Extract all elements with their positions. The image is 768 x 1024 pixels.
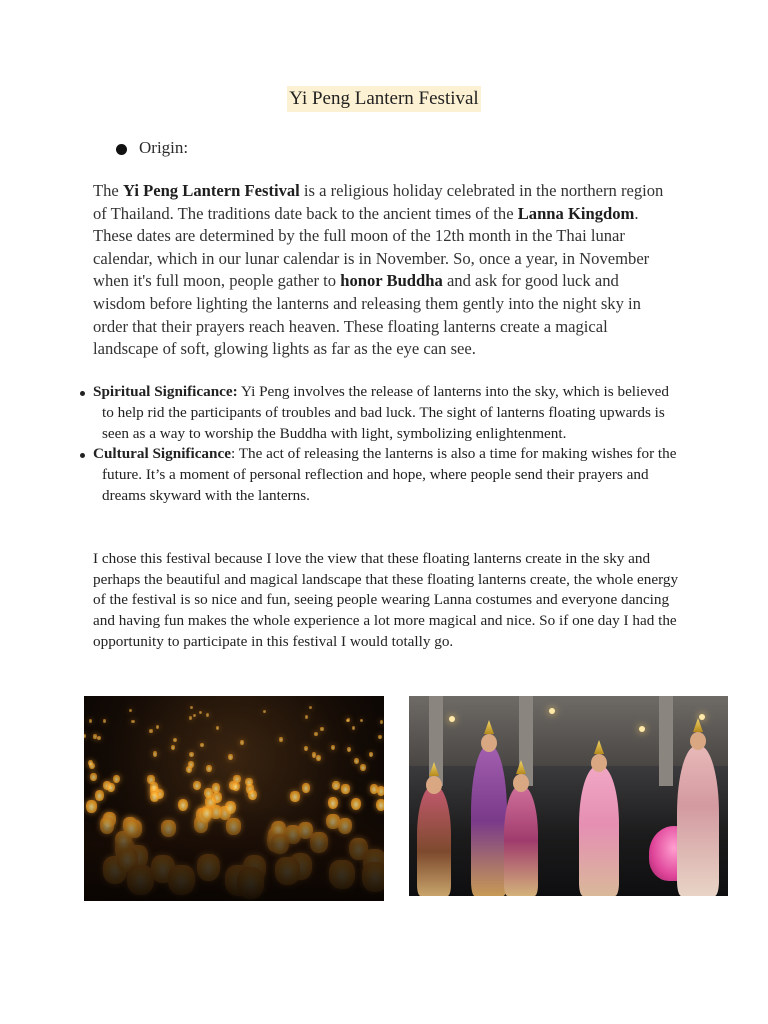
cultural-significance-label: Cultural Significance	[93, 445, 231, 463]
dancer-head	[513, 774, 529, 792]
lantern-glow	[245, 778, 253, 787]
lantern-glow	[171, 745, 175, 750]
para1-bold-kingdom: Lanna Kingdom	[517, 203, 635, 223]
lantern-glow	[228, 754, 233, 760]
lantern-glow	[352, 726, 355, 730]
lantern-glow	[240, 740, 244, 745]
dancer-head	[591, 754, 607, 772]
building-column	[659, 696, 673, 786]
bullet-dot-icon	[80, 391, 85, 396]
lantern-glow	[156, 725, 159, 729]
dancer	[677, 746, 719, 896]
lantern-glow	[206, 713, 209, 717]
lantern-glow	[341, 784, 349, 794]
lantern-glow	[189, 752, 194, 758]
list-item	[80, 382, 680, 444]
lantern-glow	[189, 716, 192, 720]
dancer-head	[426, 776, 442, 794]
lantern-glow	[193, 714, 196, 718]
lantern-glow	[304, 746, 308, 751]
bullet-dot-icon	[80, 453, 85, 458]
lantern-glow	[149, 729, 152, 733]
lantern-glow	[354, 758, 359, 764]
lantern-glow	[212, 783, 220, 793]
lamp-light	[449, 716, 455, 722]
lantern-glow	[186, 766, 192, 773]
lantern-glow	[380, 720, 383, 724]
list-item	[80, 444, 680, 506]
lantern-glow	[331, 745, 335, 750]
lantern-glow	[95, 790, 104, 801]
para1-bold-buddha: honor Buddha	[340, 271, 443, 291]
lantern-glow	[309, 706, 312, 709]
origin-paragraph	[93, 180, 673, 361]
lanna-dancers-photo	[409, 696, 728, 896]
lantern-glow	[153, 751, 158, 757]
lamp-light	[699, 714, 705, 720]
lantern-glow	[90, 773, 97, 781]
dancer	[417, 786, 451, 896]
lantern-glow	[290, 791, 299, 802]
lantern-glow	[314, 732, 318, 736]
dancer	[471, 746, 507, 896]
para1-text-2: is a religious holiday celebrated in the northern region of Thailand. The traditions date back to the ancient times of the	[93, 181, 664, 223]
origin-label: Origin:	[139, 138, 189, 157]
significance-list	[80, 382, 680, 507]
lantern-glow	[332, 781, 340, 790]
origin-heading	[116, 137, 188, 159]
dancer-head	[481, 734, 497, 752]
cultural-significance-text: : The act of releasing the lanterns is also a time for making wishes for the future. It’s a moment of personal reflection and hope, where people send their prayers and dreams skyward with the lanterns.	[102, 445, 677, 504]
crowd-silhouette	[84, 806, 384, 901]
lantern-glow	[360, 719, 363, 723]
lantern-glow	[347, 747, 351, 752]
lantern-glow	[305, 715, 308, 719]
lantern-glow	[173, 738, 177, 742]
lantern-glow	[263, 710, 266, 713]
lantern-glow	[84, 734, 86, 738]
lantern-glow	[302, 783, 310, 793]
spiritual-significance-label: Spiritual Significance:	[93, 383, 238, 400]
para1-bold-festival: Yi Peng Lantern Festival	[122, 181, 300, 200]
lantern-glow	[316, 755, 321, 761]
list-item-content	[93, 382, 680, 444]
spiritual-significance-text: Yi Peng involves the release of lanterns into the sky, which is believed to help rid the participants of troubles and bad luck. The sight of lanterns floating upwards is seen as a way to worship the Buddha with light, symbolizing enlightenment.	[102, 383, 669, 442]
lantern-glow	[107, 783, 115, 793]
lantern-glow	[97, 736, 101, 740]
lantern-glow	[369, 752, 374, 758]
lantern-glow	[193, 781, 201, 790]
page-title: Yi Peng Lantern Festival	[287, 86, 480, 112]
lantern-glow	[103, 719, 106, 723]
lantern-glow	[150, 791, 159, 802]
lantern-glow	[199, 711, 202, 714]
personal-paragraph: I chose this festival because I love the view that these floating lanterns create in the sky and perhaps the beautiful and magical landscape that these floating lanterns create, the whole energy of the festival is so nice and fun, seeing people wearing Lanna costumes and everyone dancing and having fun makes the whole experience a lot more magical and nice. So if one day I had the opportunity to participate in this festival I would totally go.	[93, 550, 679, 650]
para1-text-3: . These dates are determined by the full moon of the 12th month in the Thai lunar calendar, which in our lunar calendar is in November. So, once a year, in November when it's full moon, people gather to	[93, 203, 650, 291]
lantern-glow	[320, 727, 323, 731]
lantern-glow	[360, 764, 366, 771]
dancer	[579, 766, 619, 896]
para1-text-1: The	[93, 181, 123, 200]
lamp-light	[639, 726, 645, 732]
title-container	[0, 86, 768, 112]
list-item-content	[93, 444, 680, 506]
lantern-glow	[279, 737, 283, 741]
dancer	[504, 786, 538, 896]
bullet-dot-icon	[116, 144, 127, 155]
lantern-glow	[206, 765, 212, 772]
building-backdrop	[409, 696, 728, 766]
lantern-glow	[113, 775, 120, 783]
lantern-glow	[190, 706, 193, 709]
lantern-glow	[216, 726, 219, 730]
dancer-head	[690, 732, 706, 750]
lantern-glow	[200, 743, 204, 748]
lantern-festival-photo	[84, 696, 384, 901]
lantern-glow	[89, 719, 92, 723]
lantern-glow	[129, 709, 132, 712]
lamp-light	[549, 708, 555, 714]
lantern-glow	[232, 782, 240, 791]
lantern-glow	[131, 720, 134, 724]
lantern-glow	[378, 735, 382, 739]
para1-text-4: and ask for good luck and wisdom before lighting the lanterns and releasing them gently into the night sky in order that their prayers reach heaven. These floating lanterns create a magical landscape of soft, glowing lights as far as the eye can see.	[93, 271, 641, 359]
lantern-glow	[248, 790, 257, 801]
